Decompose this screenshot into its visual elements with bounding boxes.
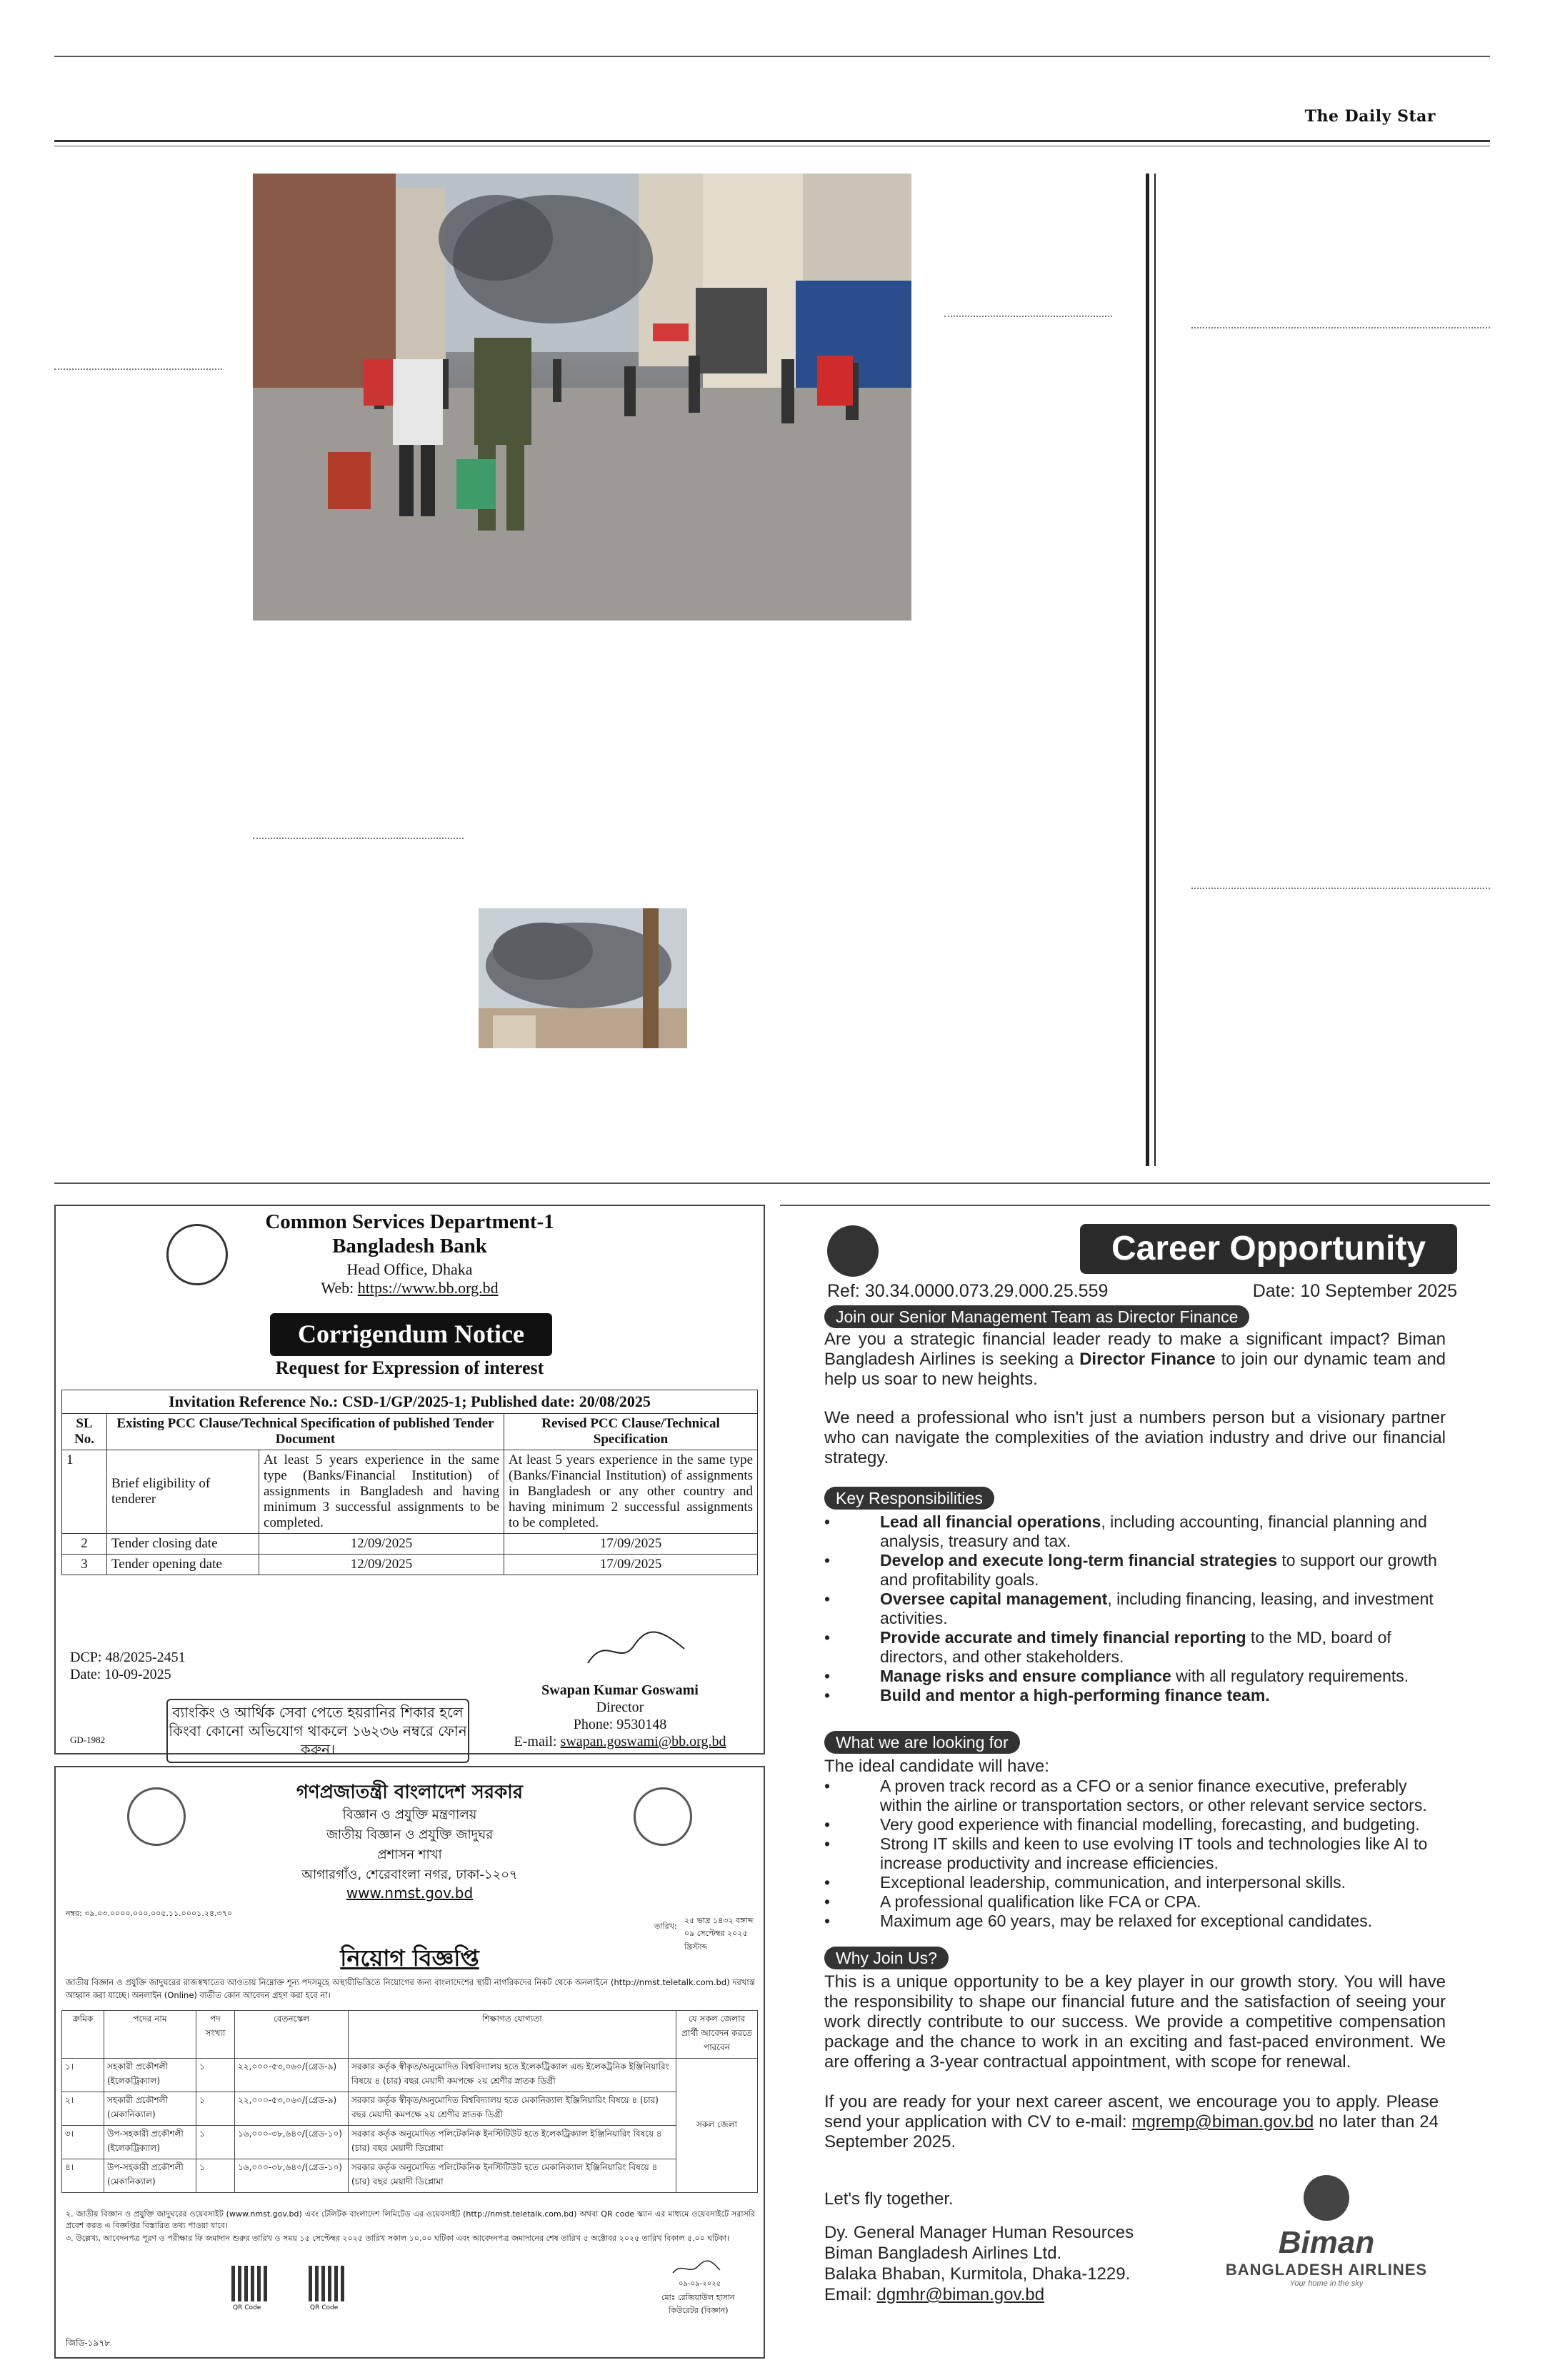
biman-contact (824, 2222, 1134, 2305)
requirements-list (824, 1777, 1446, 1931)
biman-apply: If you are ready for your next career ascent, we encourage you to apply. Please send your application with CV to e-mail: mgremp@biman.gov.bd no later than 24 September 2025. (824, 2092, 1439, 2151)
nm-header: শিক্ষাগত যোগ্যতা (349, 2011, 676, 2059)
nm-cell: সরকার কর্তৃক স্বীকৃত/অনুমোদিত বিশ্ববিদ্যালয় হতে ইলেকট্রিক্যাল এন্ড ইলেকট্রনিক ইঞ্জিনিয়ারিং বিষয়ে ৪ (চার) বছর মেয়াদী কমপক্ষে ২য় শ্রেণীর স্নাতক ডিগ্রী (349, 2059, 676, 2092)
nmst-recruitment-ad (54, 1766, 765, 2359)
nm-dfp: জিডি-১৯৭৮ (66, 2338, 110, 2348)
nm-note1: ২. জাতীয় বিজ্ঞান ও প্রযুক্তি জাদুঘরের ওয়েবসাইট (www.nmst.gov.bd) এবং টেলিটক বাংলাদেশ লিমিটেড এর ওয়েবসাইট (http://nmst.teletalk.com.bd) অথবা QR code স্ক্যান এর মাধ্যমে ওয়েবসাইটে সরাসরি প্রবেশ করত এ বিজ্ঞপ্তির বিস্তারিত তথ্য পাওয়া যাবে। (66, 2209, 755, 2230)
nm-cell: সহকারী প্রকৌশলী (মেকানিক্যাল) (104, 2092, 196, 2126)
bb-date: Date: 10-09-2025 (70, 1667, 171, 1682)
list-item: • Build and mentor a high-performing finance team. (824, 1686, 1446, 1705)
nm-cell: ২। (62, 2092, 104, 2126)
news-photo-smoke (479, 908, 687, 1048)
nm-address: আগারগাঁও, শেরেবাংলা নগর, ঢাকা-১২০৭ (301, 1867, 518, 1882)
tag-join: Join our Senior Management Team as Director Finance (824, 1305, 1249, 1328)
nm-sign-title: কিউরেটর (বিজ্ঞান) (669, 2306, 729, 2315)
nm-date-label: তারিখ: (654, 1922, 677, 1931)
nm-qr1-label: QR Code (233, 2304, 261, 2311)
biman-ref: Ref: 30.34.0000.073.29.000.25.559 (827, 1281, 1109, 1301)
header-rule-1 (54, 140, 1490, 142)
bb-phone: Phone: 9530148 (573, 1717, 667, 1732)
biman-top-rule (780, 1205, 1490, 1206)
bb-designation: Director (596, 1699, 644, 1715)
nm-cell: সহকারী প্রকৌশলী (ইলেকট্রিক্যাল) (104, 2059, 196, 2092)
nm-cell: ২২,০০০-৫৩,০৬০/(গ্রেড-৯) (235, 2092, 349, 2126)
nm-sign-date: ০৯-০৯-২০২৫ (679, 2280, 721, 2288)
bb-cell: Tender opening date (107, 1555, 259, 1575)
list-item: • Strong IT skills and keen to use evolving IT tools and technologies like AI to increase productivity and increase efficiencies. (824, 1834, 1446, 1873)
list-item: • Oversee capital management, including financing, leasing, and investment activities. (824, 1590, 1446, 1628)
nm-cell: উপ-সহকারী প্রকৌশলী (ইলেকট্রিক্যাল) (104, 2126, 196, 2159)
nm-cell: ৩। (62, 2126, 104, 2159)
nm-cell: সরকার কর্তৃক অনুমোদিত পলিটেকনিক ইনস্টিটিউট হতে ইলেকট্রিক্যাল ইঞ্জিনিয়ারিং বিষয়ে ৪ (চার) বছর মেয়াদী ডিপ্লোমা (349, 2126, 676, 2159)
nm-cell: সরকার কর্তৃক স্বীকৃত/অনুমোদিত বিশ্ববিদ্যালয় হতে মেকানিক্যাল ইঞ্জিনিয়ারিং বিষয়ে ৪ (চার) বছর মেয়াদী কমপক্ষে ২য় শ্রেণীর স্নাতক ডিগ্রী (349, 2092, 676, 2126)
divider-left (54, 368, 222, 370)
masthead: The Daily Star (1304, 107, 1436, 126)
divider-right-2 (1191, 888, 1490, 889)
tag-why-join: Why Join Us? (824, 1947, 949, 1969)
bb-cell: 12/09/2025 (259, 1534, 504, 1555)
nm-memo: নম্বর: ৩৯.০৩.০০০০.০০০.০০৫.১১.০০০১.২৪.৩৭০ (66, 1909, 232, 1918)
bb-web: Web: https://www.bb.org.bd (321, 1279, 499, 1297)
nm-header: পদের নাম (104, 2011, 196, 2059)
list-item: • Lead all financial operations, including accounting, financial planning and analysis, treasury and tax. (824, 1512, 1446, 1551)
bb-email-link[interactable]: swapan.goswami@bb.org.bd (560, 1734, 726, 1749)
bb-invitation: Invitation Reference No.: CSD-1/GP/2025-1; Published date: 20/08/2025 (62, 1390, 758, 1414)
nm-cell: ৪। (62, 2159, 104, 2193)
bb-web-link[interactable]: https://www.bb.org.bd (357, 1279, 499, 1297)
bb-bank: Bangladesh Bank (332, 1235, 487, 1257)
nm-cell: উপ-সহকারী প্রকৌশলী (মেকানিক্যাল) (104, 2159, 196, 2193)
bb-cell: 17/09/2025 (504, 1534, 758, 1555)
nm-table (61, 2010, 758, 2193)
tag-responsibilities: Key Responsibilities (824, 1487, 994, 1510)
column-separator (1146, 174, 1156, 1166)
list-item: • Provide accurate and timely financial reporting to the MD, board of directors, and other stakeholders. (824, 1628, 1446, 1667)
list-item: • Develop and execute long-term financial strategies to support our growth and profitability goals. (824, 1551, 1446, 1590)
apply-email-link[interactable]: mgremp@biman.gov.bd (1131, 2112, 1314, 2132)
nm-cell: ১ (196, 2159, 235, 2193)
biman-brand-sub: BANGLADESH AIRLINES (1225, 2261, 1428, 2279)
biman-career-ad (780, 1211, 1489, 2359)
biman-ideal: The ideal candidate will have: (824, 1757, 1049, 1776)
bb-dcp-block (70, 1649, 186, 1683)
list-item: • A proven track record as a CFO or a senior finance executive, preferably within the airline or transportation sectors, or other relevant service sectors. (824, 1777, 1446, 1815)
bb-header-revised: Revised PCC Clause/Technical Specification (504, 1414, 758, 1450)
bb-cell: Tender closing date (107, 1534, 259, 1555)
tag-looking-for: What we are looking for (824, 1731, 1020, 1754)
bb-header-existing: Existing PCC Clause/Technical Specification of published Tender Document (107, 1414, 504, 1450)
biman-brand-name: Biman (1278, 2225, 1375, 2260)
corrigendum-title: Corrigendum Notice (270, 1313, 552, 1356)
nm-header: বেতনস্কেল (235, 2011, 349, 2059)
nm-cell: ১ (196, 2126, 235, 2159)
bb-bangla-box: ব্যাংকিং ও আর্থিক সেবা পেতে হয়রানির শিকার হলে কিংবা কোনো অভিযোগ থাকলে ১৬২৩৬ নম্বরে ফোন করুন। (166, 1699, 469, 1763)
responsibilities-list (824, 1512, 1446, 1705)
nm-qr2-label: QR Code (310, 2304, 339, 2311)
divider-center (253, 838, 464, 839)
qr-code-icon[interactable] (309, 2266, 344, 2301)
biman-brand (1209, 2175, 1444, 2288)
table-row (62, 1534, 758, 1555)
nm-sign-name: মোঃ রেজিয়াউল হাসান (661, 2293, 735, 2302)
bb-office: Head Office, Dhaka (346, 1260, 473, 1278)
bb-gd: GD-1982 (70, 1734, 106, 1745)
bb-header-sl: SL No. (62, 1414, 107, 1450)
nm-note2: ৩. উল্লেখ্য, আবেদনপত্র পূরণ ও পরীক্ষার ফি জমাদান শুরুর তারিখ ও সময় ১৫ সেপ্টেম্বর ২০২৫ তারিখ সকাল ১০.০০ ঘটিকা এবং আবেদনপত্র জমাদানের শেষ তারিখ ৫ অক্টোবর ২০২৫ তারিখ বিকাল ৫.০০ ঘটিকা। (66, 2234, 730, 2243)
biman-intro2: We need a professional who isn't just a numbers person but a visionary partner who can navigate the complexities of the aviation industry and drive our financial strategy. (824, 1408, 1446, 1467)
nm-museum: জাতীয় বিজ্ঞান ও প্রযুক্তি জাদুঘর (326, 1827, 494, 1842)
news-photo-street (253, 174, 911, 621)
qr-code-icon[interactable] (231, 2266, 267, 2301)
bb-cell: 2 (62, 1534, 107, 1555)
divider-mid (944, 316, 1112, 317)
nm-gov: গণপ্রজাতন্ত্রী বাংলাদেশ সরকার (296, 1782, 524, 1803)
nm-title: নিয়োগ বিজ্ঞপ্তি (340, 1944, 479, 1972)
biman-logo-icon (827, 1225, 879, 1277)
biman-fly: Let's fly together. (824, 2189, 954, 2209)
nm-cell: ২২,০০০-৫৩,০৬০/(গ্রেড-৯) (235, 2059, 349, 2092)
table-row (62, 2126, 758, 2159)
bb-request: Request for Expression of interest (275, 1357, 544, 1378)
table-row (62, 1555, 758, 1575)
signature-icon (584, 1627, 691, 1670)
contact-line: Balaka Bhaban, Kurmitola, Dhaka-1229. (824, 2264, 1131, 2284)
nm-cell: ১৬,০০০-৩৮,৬৪০/(গ্রেড-১০) (235, 2126, 349, 2159)
nm-header: যে সকল জেলার প্রার্থী আবেদন করতে পারবেন (676, 2011, 758, 2059)
nm-date2: ০৯ সেপ্টেম্বর ২০২৫ খ্রিস্টাব্দ (684, 1929, 748, 1952)
bb-cell: 17/09/2025 (504, 1555, 758, 1575)
bb-dept: Common Services Department-1 (265, 1210, 554, 1233)
divider-right-1 (1191, 327, 1490, 328)
biman-stork-icon (1304, 2175, 1349, 2221)
list-item: • A professional qualification like FCA or CPA. (824, 1892, 1446, 1912)
biman-tagline: Your home in the sky (1289, 2279, 1364, 2288)
nm-cell: সরকার কর্তৃক অনুমোদিত পলিটেকনিক ইনস্টিটিউট হতে মেকানিক্যাল ইঞ্জিনিয়ারিং বিষয়ে ৪ (চার) বছর মেয়াদী ডিপ্লোমা (349, 2159, 676, 2193)
list-item: • Exceptional leadership, communication, and interpersonal skills. (824, 1873, 1446, 1892)
bb-dcp: DCP: 48/2025-2451 (70, 1650, 186, 1665)
bb-cell: 3 (62, 1555, 107, 1575)
contact-line: Dy. General Manager Human Resources (824, 2223, 1134, 2242)
nm-cell: ১ (196, 2059, 235, 2092)
bb-cell: At least 5 years experience in the same type (Banks/Financial Institution) of assignments in Bangladesh and having minimum 3 successful assignments to be completed. (259, 1450, 504, 1534)
contact-line: Biman Bangladesh Airlines Ltd. (824, 2244, 1062, 2263)
table-row (62, 2092, 758, 2126)
nm-cell: ১৬,০০০-৩৮,৬৪০/(গ্রেড-১০) (235, 2159, 349, 2193)
bb-cell: Brief eligibility of tenderer (107, 1450, 259, 1534)
bb-signature-block (491, 1682, 749, 1750)
ads-rule (54, 1183, 1490, 1184)
nm-cell: ১। (62, 2059, 104, 2092)
bb-table (61, 1390, 758, 1575)
list-item: • Very good experience with financial modelling, forecasting, and budgeting. (824, 1815, 1446, 1834)
nm-branch: প্রশাসন শাখা (377, 1847, 442, 1862)
biman-date: Date: 10 September 2025 (1252, 1281, 1457, 1301)
bb-signatory: Swapan Kumar Goswami (541, 1682, 699, 1698)
nm-intro: জাতীয় বিজ্ঞান ও প্রযুক্তি জাদুঘরের রাজস্বখাতের আওতায় নিম্নোক্ত শূন্য পদসমূহে অস্থায়ীভিত্তিতে নিয়োগের জন্য বাংলাদেশের স্থায়ী নাগরিকদের নিকট থেকে অনলাইনে (http://nmst.teletalk.com.bd) দরখাস্ত আহ্বান করা যাচ্ছে। অনলাইন (Online) ব্যতীত কোন আবেদন গ্রহণ করা হবে না। (66, 1977, 755, 2000)
nm-ministry: বিজ্ঞান ও প্রযুক্তি মন্ত্রণালয় (342, 1807, 477, 1822)
list-item: • Manage risks and ensure compliance with all regulatory requirements. (824, 1667, 1446, 1686)
biman-intro: Are you a strategic financial leader ready to make a significant impact? Biman Bangladesh Airlines is seeking a Director Finance to join our dynamic team and help us soar to new heights. (824, 1330, 1446, 1389)
signature-icon (671, 2260, 721, 2277)
nm-date1: ২৫ ভাদ্র ১৪৩২ বঙ্গাব্দ (684, 1916, 754, 1925)
nm-header: পদ সংখ্যা (196, 2011, 235, 2059)
nm-web[interactable]: www.nmst.gov.bd (346, 1884, 474, 1902)
bb-email-line: E-mail: swapan.goswami@bb.org.bd (514, 1734, 726, 1749)
nm-header: ক্রমিক (62, 2011, 104, 2059)
nm-cell: সকল জেলা (676, 2059, 758, 2193)
nm-cell: ১ (196, 2092, 235, 2126)
bb-cell: 12/09/2025 (259, 1555, 504, 1575)
bb-cell: At least 5 years experience in the same type (Banks/Financial Institution) of assignments in Bangladesh or any other country and having minimum 2 successful assignments to be completed. (504, 1450, 758, 1534)
career-title: Career Opportunity (1080, 1224, 1457, 1274)
list-item: • Maximum age 60 years, may be relaxed for exceptional candidates. (824, 1912, 1446, 1931)
top-rule (54, 56, 1490, 57)
biman-why: This is a unique opportunity to be a key player in our growth story. You will have the responsibility to shape our financial future and the satisfaction of seeing your work directly contribute to our success. We provide a competitive compensation package and the chance to work in an exciting and fast-paced environment. We are offering a 3-year contractual appointment, with scope for renewal. (824, 1972, 1446, 2072)
contact-email-link[interactable]: dgmhr@biman.gov.bd (876, 2285, 1045, 2304)
table-row (62, 2059, 758, 2092)
contact-email-line: Email: dgmhr@biman.gov.bd (824, 2285, 1045, 2304)
bb-cell: 1 (62, 1450, 107, 1534)
table-row (62, 1450, 758, 1534)
bangladesh-bank-ad (54, 1205, 765, 1758)
table-row (62, 2159, 758, 2193)
